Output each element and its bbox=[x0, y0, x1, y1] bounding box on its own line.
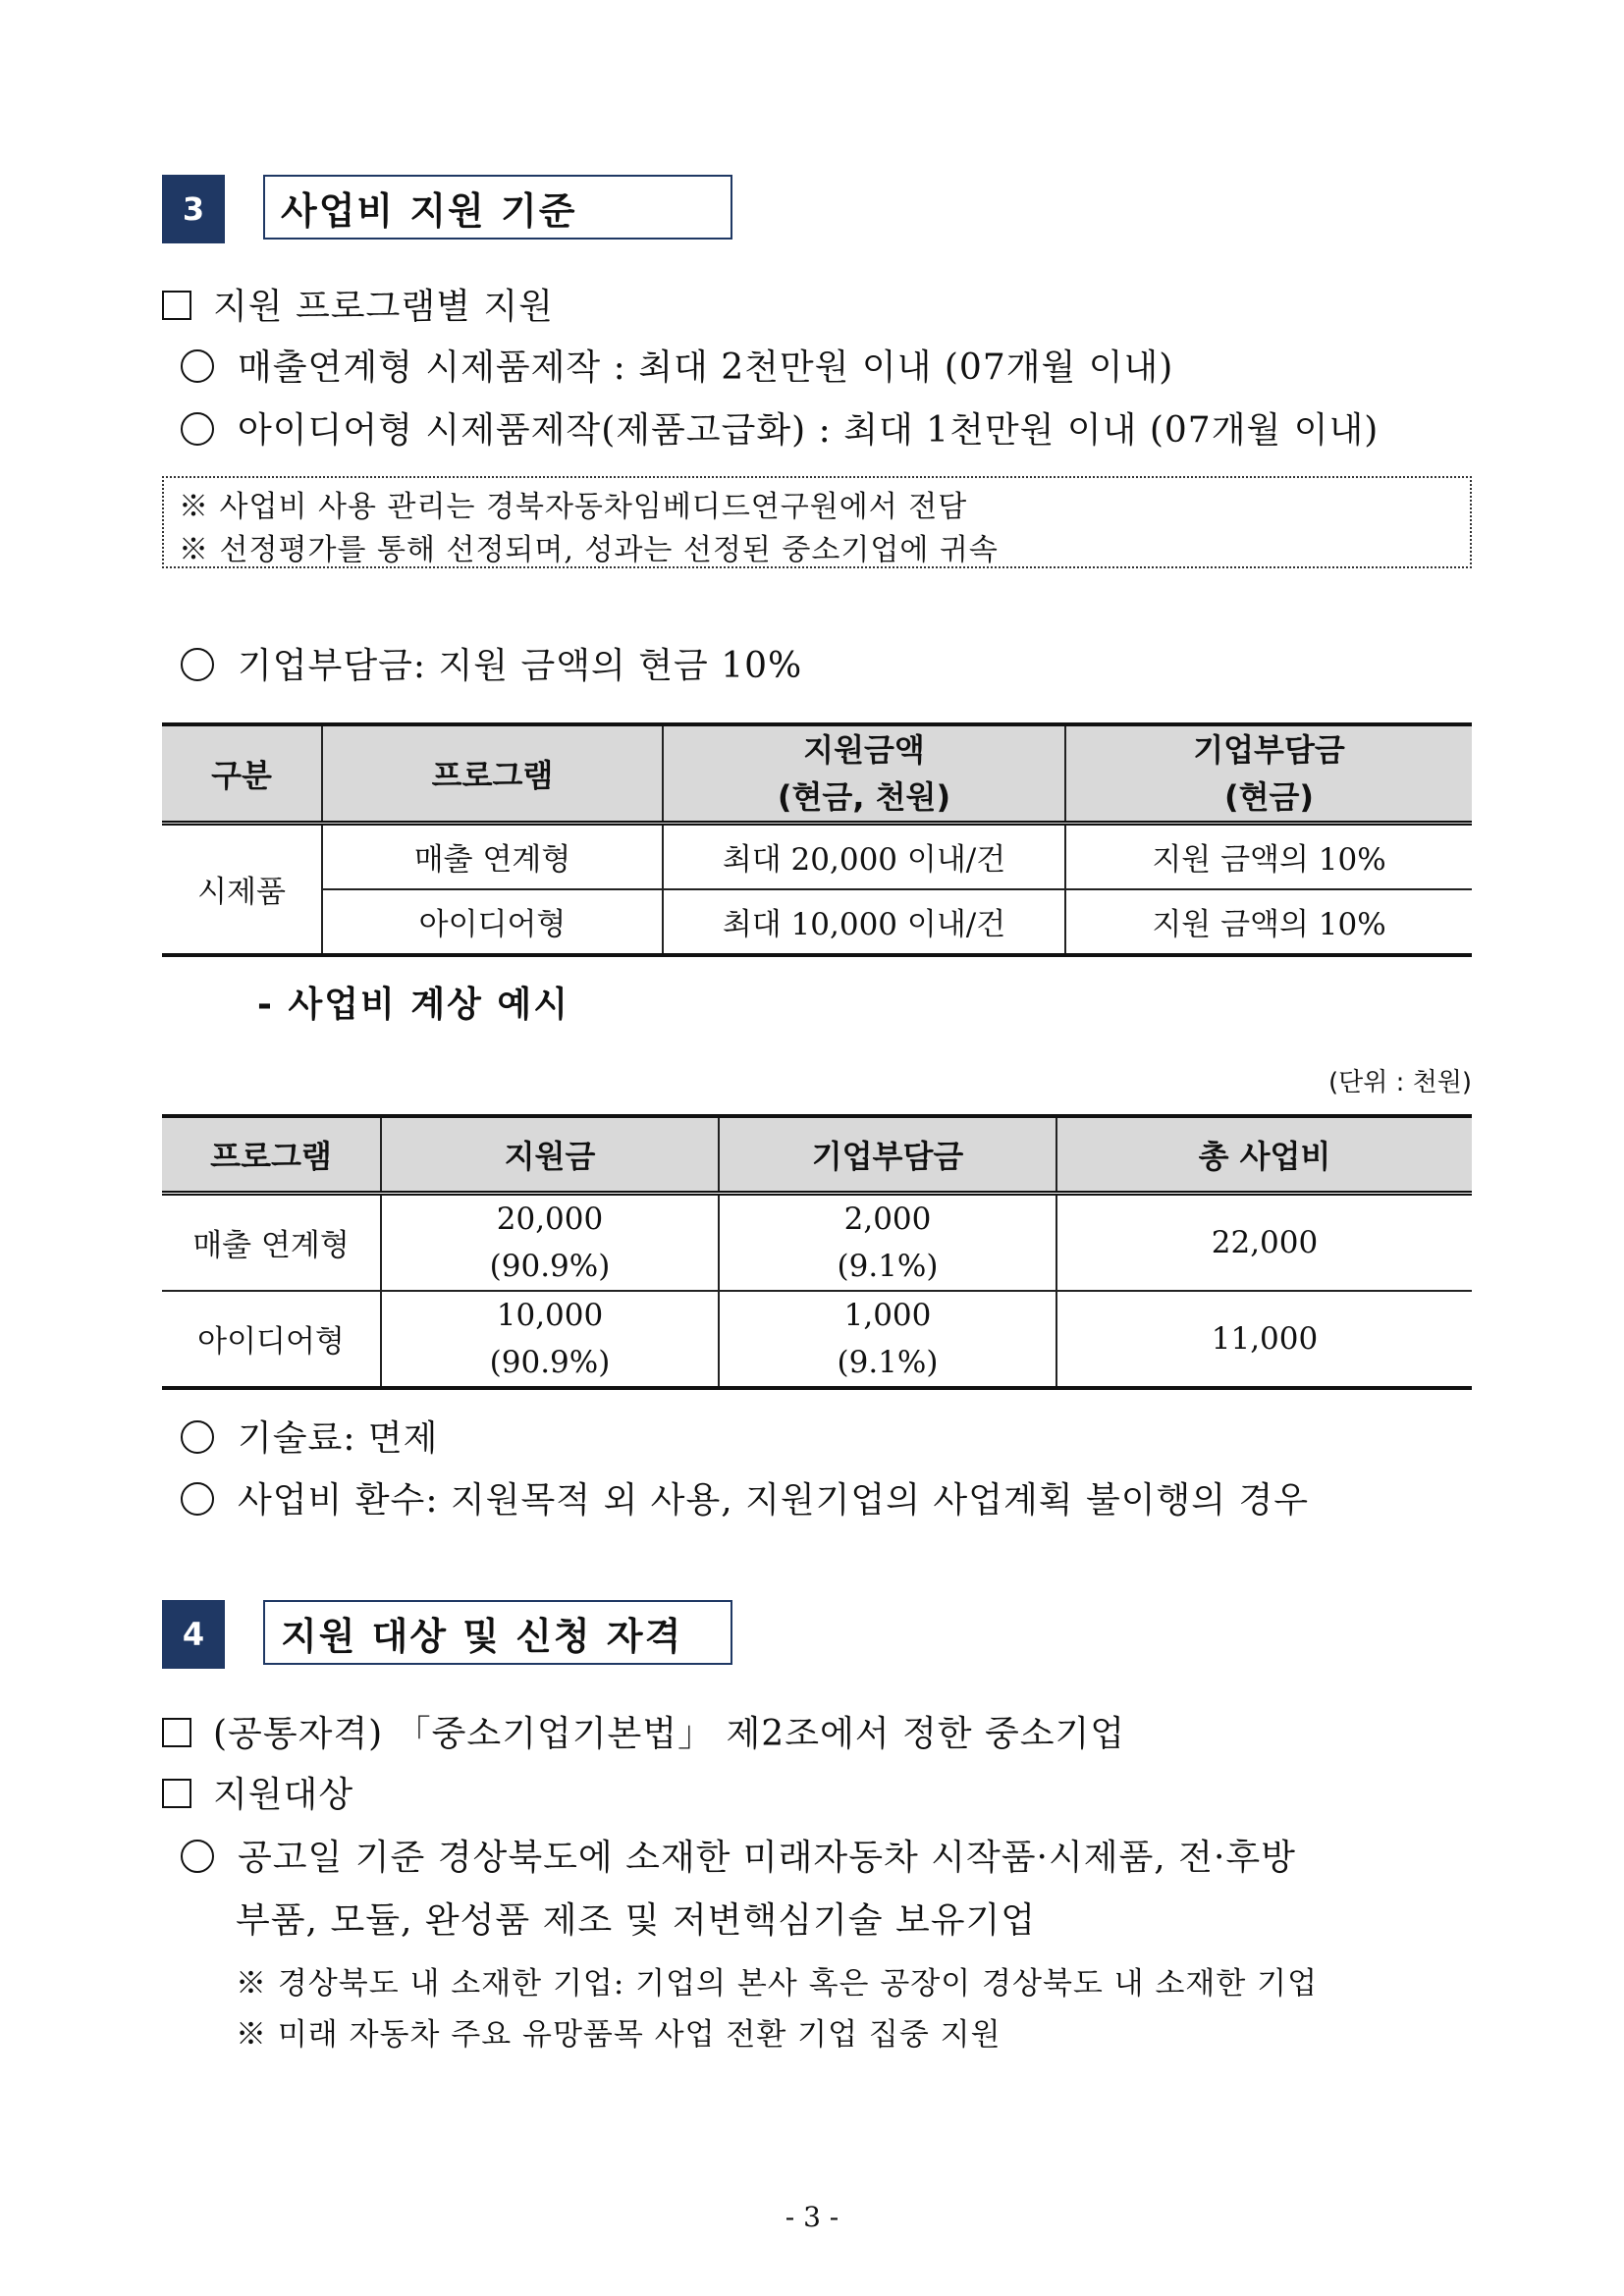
header-support: 지원금 bbox=[381, 1116, 719, 1193]
header-program: 프로그램 bbox=[322, 724, 663, 824]
item-idea-type: 아이디어형 시제품제작(제품고급화) : 최대 1천만원 이내 (07개월 이내) bbox=[181, 402, 1379, 453]
note-line-2: ※ 미래 자동차 주요 유망품목 사업 전환 기업 집중 지원 bbox=[236, 2017, 1001, 2053]
section-3-title: 사업비 지원 기준 bbox=[263, 175, 732, 240]
table-row: 시제품 매출 연계형 최대 20,000 이내/건 지원 금액의 10% bbox=[162, 824, 1472, 889]
checkbox-square-icon bbox=[162, 291, 191, 320]
note-line-1: ※ 경상북도 내 소재한 기업: 기업의 본사 혹은 공장이 경상북도 내 소재한 기업 bbox=[236, 1966, 1319, 2002]
notice-line-1: ※ 사업비 사용 관리는 경북자동차임베디드연구원에서 전담 bbox=[179, 490, 968, 524]
item-sales-type: 매출연계형 시제품제작 : 최대 2천만원 이내 (07개월 이내) bbox=[181, 340, 1173, 390]
checkbox-square-icon bbox=[162, 1718, 191, 1747]
circle-bullet-icon bbox=[181, 412, 214, 446]
circle-bullet-icon bbox=[181, 349, 214, 383]
budget-example-table bbox=[162, 1114, 1472, 1390]
burden-item: 기업부담금: 지원 금액의 현금 10% bbox=[181, 638, 802, 688]
notice-line-2: ※ 선정평가를 통해 선정되며, 성과는 선정된 중소기업에 귀속 bbox=[179, 533, 999, 567]
refund-item: 사업비 환수: 지원목적 외 사용, 지원기업의 사업계획 불이행의 경우 bbox=[181, 1472, 1309, 1522]
table-row: 매출 연계형 20,000 (90.9%) 2,000 (9.1%) 22,000 bbox=[162, 1193, 1472, 1291]
header-support-amount: 지원금액 (현금, 천원) bbox=[663, 724, 1065, 824]
notice-box bbox=[162, 476, 1472, 568]
section-3-number: 3 bbox=[162, 175, 225, 243]
section-4-title: 지원 대상 및 신청 자격 bbox=[263, 1600, 732, 1665]
header-program: 프로그램 bbox=[162, 1116, 381, 1193]
support-amount-table bbox=[162, 722, 1472, 957]
example-heading: - 사업비 계상 예시 bbox=[257, 985, 569, 1025]
target-item-line-2: 부품, 모듈, 완성품 제조 및 저변핵심기술 보유기업 bbox=[236, 1900, 1037, 1941]
page-number: - 3 - bbox=[785, 2201, 839, 2233]
circle-bullet-icon bbox=[181, 1420, 214, 1454]
checkbox-square-icon bbox=[162, 1779, 191, 1808]
header-company-burden: 기업부담금 (현금) bbox=[1065, 724, 1472, 824]
header-company-burden: 기업부담금 bbox=[719, 1116, 1056, 1193]
unit-label: (단위 : 천원) bbox=[1327, 1068, 1472, 1097]
circle-bullet-icon bbox=[181, 648, 214, 681]
circle-bullet-icon bbox=[181, 1482, 214, 1516]
target-heading: 지원대상 bbox=[162, 1767, 353, 1817]
tech-fee-item: 기술료: 면제 bbox=[181, 1411, 438, 1461]
program-heading: 지원 프로그램별 지원 bbox=[162, 279, 554, 329]
header-total-budget: 총 사업비 bbox=[1056, 1116, 1472, 1193]
circle-bullet-icon bbox=[181, 1840, 214, 1873]
target-item-line-1: 공고일 기준 경상북도에 소재한 미래자동차 시작품·시제품, 전·후방 bbox=[181, 1830, 1296, 1880]
section-4-number: 4 bbox=[162, 1600, 225, 1669]
table-row: 아이디어형 10,000 (90.9%) 1,000 (9.1%) 11,000 bbox=[162, 1291, 1472, 1388]
table-row: 아이디어형 최대 10,000 이내/건 지원 금액의 10% bbox=[162, 889, 1472, 955]
header-category: 구분 bbox=[162, 724, 322, 824]
category-cell: 시제품 bbox=[162, 824, 322, 955]
common-qualification: (공통자격) 「중소기업기본법」 제2조에서 정한 중소기업 bbox=[162, 1706, 1125, 1756]
